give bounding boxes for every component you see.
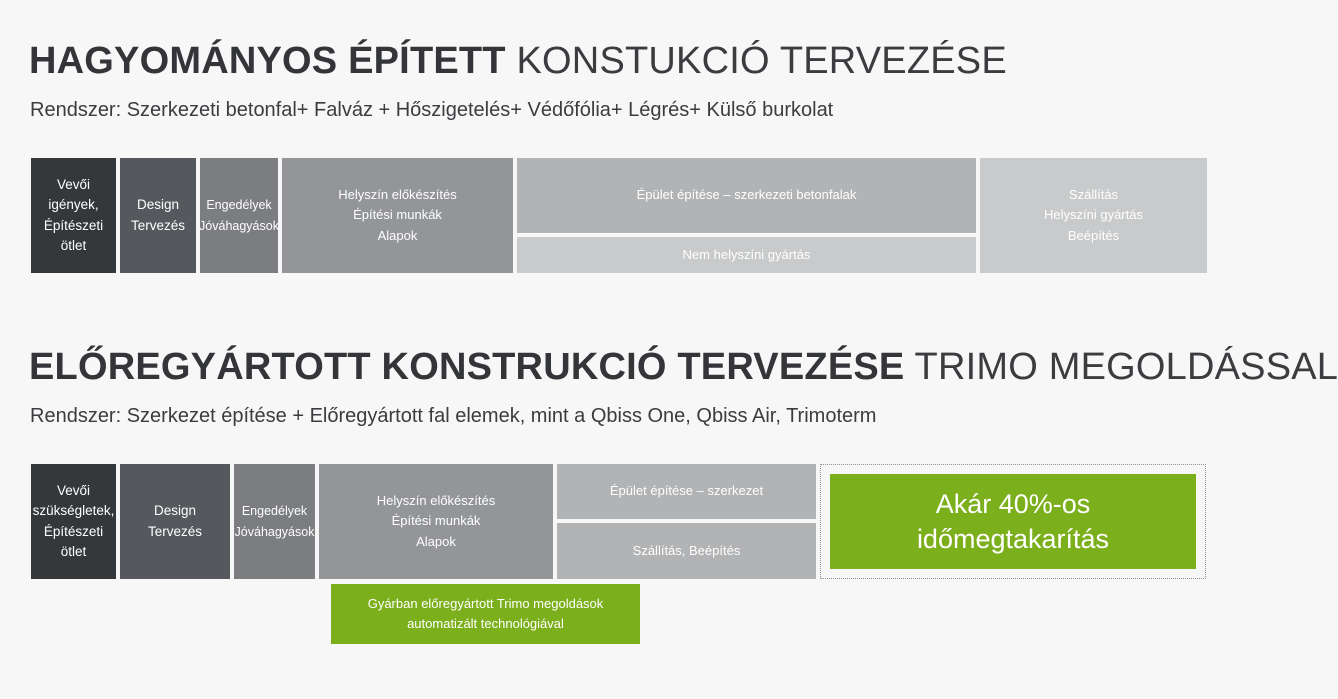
section2-subtitle: Rendszer: Szerkezet építése + Előregyártott fal elemek, mint a Qbiss One, Qbiss Air, Trimoterm [30,405,877,427]
section1-subtitle: Rendszer: Szerkezeti betonfal+ Falváz + Hőszigetelés+ Védőfólia+ Légrés+ Külső burkolat [30,99,834,121]
s1-step-site: Helyszín előkészítés Építési munkák Alapok [282,158,513,273]
s1-step-design: Design Tervezés [120,158,196,273]
s2-step-site: Helyszín előkészítés Építési munkák Alapok [319,464,553,579]
section1-title-light: KONSTUKCIÓ TERVEZÉSE [516,40,1007,82]
section1-title-bold: HAGYOMÁNYOS ÉPÍTETT [29,40,506,82]
s2-step-building: Épület építése – szerkezet [557,464,816,519]
section2-title-light: TRIMO MEGOLDÁSSAL [914,346,1338,388]
s1-step-building: Épület építése – szerkezeti betonfalak [517,158,976,233]
section1-title [29,40,1007,83]
s2-factory-prefab: Gyárban előregyártott Trimo megoldások automatizált technológiával [331,584,640,644]
s1-step-offsite: Nem helyszíni gyártás [517,237,976,273]
s2-step-design: Design Tervezés [120,464,230,579]
s2-step-delivery: Szállítás, Beépítés [557,523,816,579]
s2-step-needs: Vevői szükségletek, Építészeti ötlet [31,464,116,579]
s1-step-delivery: Szállítás Helyszíni gyártás Beépítés [980,158,1207,273]
section2-title [29,346,1338,389]
s2-step-permits: Engedélyek Jóváhagyások [234,464,315,579]
s1-step-needs: Vevői igények, Építészeti ötlet [31,158,116,273]
section2-title-bold: ELŐREGYÁRTOTT KONSTRUKCIÓ TERVEZÉSE [29,346,905,388]
savings-highlight: Akár 40%-os időmegtakarítás [830,474,1196,569]
s1-step-permits: Engedélyek Jóváhagyások [200,158,278,273]
